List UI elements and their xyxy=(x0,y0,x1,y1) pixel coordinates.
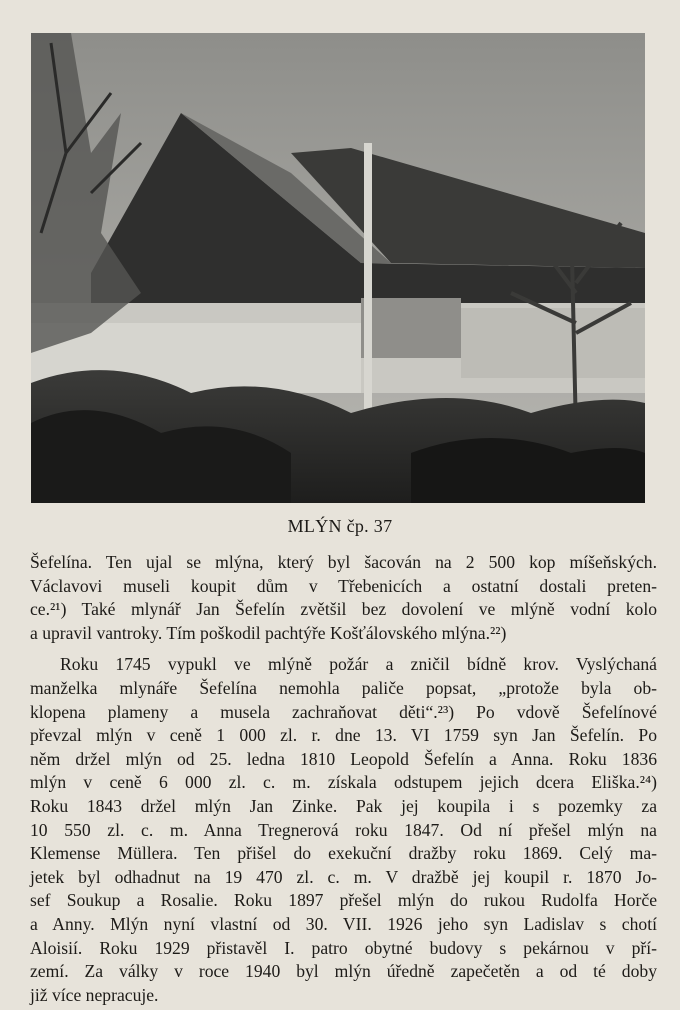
photo-caption: MLÝN čp. 37 xyxy=(287,516,393,536)
paragraph-2 xyxy=(30,653,657,1007)
text-line: jetek byl odhadnut na 19 470 zl. c. m. V dražbě jej koupil r. 1870 Jo- xyxy=(30,866,657,887)
text-line: Roku 1843 držel mlýn Jan Zinke. Pak jej koupila i s pozemky za xyxy=(30,795,657,816)
text-line: klopena plameny a musela zachraňovat děti“.²³) Po vdově Šefelínové xyxy=(30,701,657,722)
text-line: Klemense Müllera. Ten přišel do exekuční dražby roku 1869. Celý ma- xyxy=(30,843,657,864)
text-line: Aloisií. Roku 1929 přistavěl I. patro obytné budovy s pekárnou v pří- xyxy=(30,937,657,958)
text-line: ce.²¹) Také mlynář Jan Šefelín zvětšil bez dovolení ve mlýně vodní kolo xyxy=(30,599,657,620)
text-line: zemí. Za války v roce 1940 byl mlýn úředně zapečetěn a od té doby xyxy=(30,961,657,982)
text-line: a upravil vantroky. Tím poškodil pachtýře Košťálovského mlýna.²²) xyxy=(30,622,507,643)
mill-photo-image xyxy=(31,33,645,503)
text-line: mlýn v ceně 6 000 zl. c. m. získala odstupem jejich dcera Eliška.²⁴) xyxy=(30,772,657,793)
mill-photograph xyxy=(31,33,645,503)
text-line: 10 550 zl. c. m. Anna Tregnerová roku 1847. Od ní přešel mlýn na xyxy=(30,819,657,840)
paragraph-1 xyxy=(30,551,657,645)
text-line: Václavovi museli koupit dům v Třebenicích a ostatní dostali preten- xyxy=(30,575,657,596)
text-line: Šefelína. Ten ujal se mlýna, který byl šacován na 2 500 kop míšeňských. xyxy=(30,552,657,572)
body-text xyxy=(30,551,657,1007)
text-line: převzal mlýn v ceně 1 000 zl. r. dne 13. VI 1759 syn Jan Šefelín. Po xyxy=(30,725,657,746)
text-line: něm držel mlýn od 25. ledna 1810 Leopold Šefelín a Anna. Roku 1836 xyxy=(30,748,657,769)
text-line: sef Soukup a Rosalie. Roku 1897 přešel mlýn do rukou Rudolfa Horče xyxy=(30,890,657,911)
text-line: manželka mlynáře Šefelína nemohla paliče popsat, „protože byla ob- xyxy=(30,677,657,698)
text-line: Roku 1745 vypukl ve mlýně požár a zničil bídně krov. Vyslýchaná xyxy=(60,654,657,675)
text-line: již více nepracuje. xyxy=(30,984,159,1005)
text-line: a Anny. Mlýn nyní vlastní od 30. VII. 1926 jeho syn Ladislav s chotí xyxy=(30,913,657,934)
